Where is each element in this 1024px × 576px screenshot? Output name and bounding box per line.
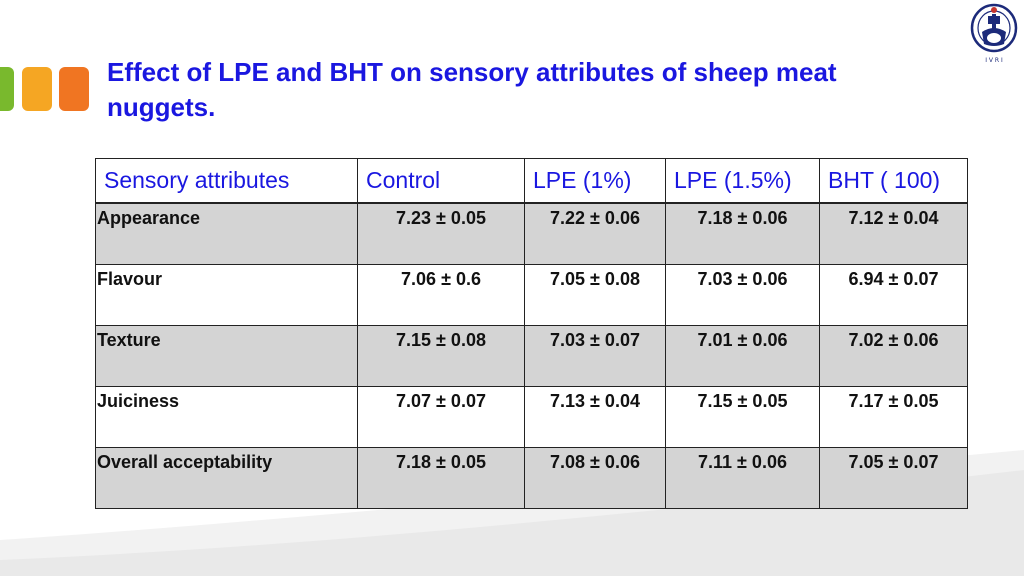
value-cell: 7.23 ± 0.05 — [358, 203, 525, 265]
value-cell: 7.06 ± 0.6 — [358, 265, 525, 326]
attribute-cell: Appearance — [96, 203, 358, 265]
value-cell: 7.15 ± 0.08 — [358, 326, 525, 387]
attribute-cell: Juiciness — [96, 387, 358, 448]
attribute-cell: Texture — [96, 326, 358, 387]
accent-block-orange — [59, 67, 89, 111]
value-cell: 7.03 ± 0.06 — [666, 265, 820, 326]
table-row — [96, 203, 968, 265]
table-row — [96, 387, 968, 448]
attribute-cell: Overall acceptability — [96, 448, 358, 509]
attribute-cell: Flavour — [96, 265, 358, 326]
slide-title: Effect of LPE and BHT on sensory attributes of sheep meat nuggets. — [107, 57, 837, 122]
sensory-attributes-table — [95, 158, 968, 509]
value-cell: 7.15 ± 0.05 — [666, 387, 820, 448]
institute-emblem-icon — [968, 2, 1020, 66]
accent-block-yellow — [22, 67, 52, 111]
table-header-row — [96, 159, 968, 204]
accent-block-green — [0, 67, 14, 111]
column-header: Control — [358, 159, 525, 204]
value-cell: 7.22 ± 0.06 — [525, 203, 666, 265]
value-cell: 7.03 ± 0.07 — [525, 326, 666, 387]
table-row — [96, 265, 968, 326]
table-row — [96, 448, 968, 509]
table-row — [96, 326, 968, 387]
column-header: Sensory attributes — [96, 159, 358, 204]
value-cell: 7.18 ± 0.05 — [358, 448, 525, 509]
value-cell: 7.17 ± 0.05 — [820, 387, 968, 448]
value-cell: 7.01 ± 0.06 — [666, 326, 820, 387]
value-cell: 7.05 ± 0.08 — [525, 265, 666, 326]
column-header: LPE (1%) — [525, 159, 666, 204]
value-cell: 7.11 ± 0.06 — [666, 448, 820, 509]
column-header: BHT ( 100) — [820, 159, 968, 204]
value-cell: 7.12 ± 0.04 — [820, 203, 968, 265]
value-cell: 7.07 ± 0.07 — [358, 387, 525, 448]
logo-caption: I V R I — [985, 57, 1003, 64]
value-cell: 7.02 ± 0.06 — [820, 326, 968, 387]
value-cell: 7.08 ± 0.06 — [525, 448, 666, 509]
value-cell: 6.94 ± 0.07 — [820, 265, 968, 326]
column-header: LPE (1.5%) — [666, 159, 820, 204]
value-cell: 7.13 ± 0.04 — [525, 387, 666, 448]
value-cell: 7.18 ± 0.06 — [666, 203, 820, 265]
value-cell: 7.05 ± 0.07 — [820, 448, 968, 509]
